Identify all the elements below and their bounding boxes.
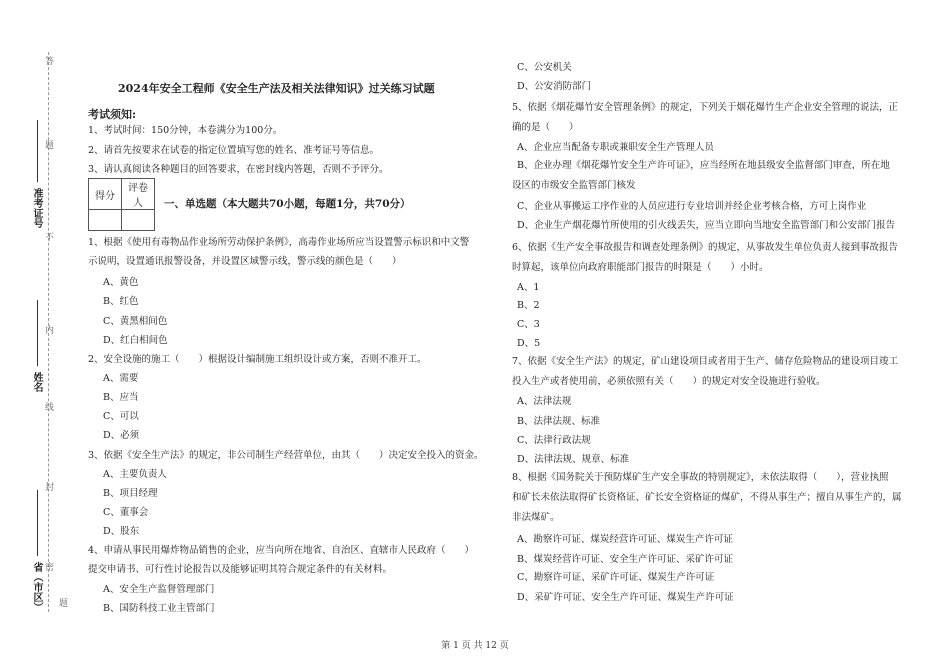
answer-option: A、主要负责人 — [103, 469, 167, 480]
page-footer: 第 1 页 共 12 页 — [441, 641, 509, 651]
question-text: 8、根据《国务院关于预防煤矿生产安全事故的特别规定》，未依法取得（ ），营业执照 — [512, 472, 889, 483]
answer-option: B、项目经理 — [103, 488, 158, 499]
answer-option: B、企业办理《烟花爆竹安全生产许可证》，应当经所在地县级安全监督部门审查，所在地 — [517, 160, 890, 171]
answer-option: D、公安消防部门 — [517, 81, 592, 92]
seal-char: 封 — [43, 482, 53, 491]
answer-option: A、法律法规 — [517, 396, 572, 407]
answer-option: A、企业应当配备专职或兼职安全生产管理人员 — [517, 142, 714, 153]
answer-option: B、应当 — [103, 392, 139, 403]
answer-option: C、法律行政法规 — [517, 435, 591, 446]
admission-ticket-field[interactable] — [37, 120, 38, 182]
score-cell[interactable] — [89, 210, 122, 231]
answer-option: B、国防科技工业主管部门 — [103, 603, 215, 614]
notice-heading: 考试须知: — [88, 108, 137, 121]
name-label: 姓名 — [31, 372, 42, 392]
seal-char: 密 — [43, 562, 53, 571]
answer-option: C、企业从事搬运工序作业的人员应进行专业培训并经企业考核合格，方可上岗作业 — [517, 201, 867, 212]
question-text: 3、依据《安全生产法》的规定，非公司制生产经营单位，由其（ ）决定安全投入的资金。 — [88, 450, 484, 461]
answer-option: D、企业生产烟花爆竹所使用的引火线丢失，应当立即向当地安全监管部门和公安部门报告 — [517, 220, 896, 231]
notice-item: 3、请认真阅读各种题目的回答要求，在密封线内答题，否则不予评分。 — [88, 164, 389, 175]
answer-option: B、法律法规、标准 — [517, 416, 600, 427]
province-city-label: 省（市区） — [31, 562, 42, 612]
section-heading: 一、单选题（本大题共70小题，每题1分，共70分） — [164, 198, 411, 210]
grader-header: 评卷人 — [122, 179, 155, 210]
name-field[interactable] — [37, 300, 38, 366]
answer-option: D、红白相间色 — [103, 335, 168, 346]
answer-option: C、可以 — [103, 411, 139, 422]
answer-option: D、采矿许可证、安全生产许可证、煤炭生产许可证 — [517, 592, 734, 603]
province-city-field[interactable] — [37, 490, 38, 556]
answer-option: B、2 — [517, 300, 540, 311]
score-header: 得分 — [89, 179, 122, 210]
question-text: 提交申请书、可行性讨论报告以及能够证明其符合规定条件的有关材料。 — [88, 564, 393, 575]
answer-option: D、必须 — [103, 430, 140, 441]
answer-option: C、勘察许可证、采矿许可证、煤炭生产许可证 — [517, 572, 715, 583]
question-text: 6、依据《生产安全事故报告和调查处理条例》的规定，从事故发生单位负责人接到事故报告 — [512, 242, 899, 253]
question-text: 7、依据《安全生产法》的规定，矿山建设项目或者用于生产、储存危险物品的建设项目竣工 — [512, 356, 899, 367]
answer-option: A、需要 — [103, 373, 139, 384]
question-text: 非法煤矿。 — [512, 512, 560, 523]
notice-item: 1、考试时间：150分钟，本卷满分为100分。 — [88, 125, 283, 136]
question-text: 2、安全设施的施工（ ）根据设计编制施工组织设计或方案，否则不准开工。 — [88, 354, 427, 365]
seal-char: 题 — [43, 140, 53, 149]
exam-title: 2024年安全工程师《安全生产法及相关法律知识》过关练习试题 — [118, 82, 435, 95]
answer-option: C、公安机关 — [517, 62, 572, 73]
answer-option: A、安全生产监督管理部门 — [103, 584, 215, 595]
question-text: 设区的市级安全监管部门核发 — [512, 180, 636, 191]
admission-ticket-label: 准考证号 — [31, 188, 42, 228]
seal-char: 线 — [43, 402, 53, 411]
answer-option: C、3 — [517, 319, 540, 330]
answer-option: D、法律法规、规章、标准 — [517, 454, 630, 465]
grader-cell[interactable] — [122, 210, 155, 231]
answer-option: B、红色 — [103, 296, 139, 307]
answer-option: A、勘察许可证、煤炭经营许可证、煤炭生产许可证 — [517, 534, 733, 545]
notice-item: 2、请首先按要求在试卷的指定位置填写您的姓名、准考证号等信息。 — [88, 145, 380, 156]
answer-option: B、煤炭经营许可证、安全生产许可证、采矿许可证 — [517, 554, 733, 565]
question-text: 5、依据《烟花爆竹安全管理条例》的规定，下列关于烟花爆竹生产企业安全管理的说法，正 — [512, 102, 899, 113]
answer-option: A、黄色 — [103, 277, 139, 288]
seal-char: 题 — [57, 598, 67, 607]
binding-margin — [0, 0, 75, 671]
answer-option: A、1 — [517, 282, 540, 293]
question-text: 时算起，该单位向政府职能部门报告的时限是（ ）小时。 — [512, 262, 769, 273]
question-text: 4、申请从事民用爆炸物品销售的企业，应当向所在地省、自治区、直辖市人民政府（ ） — [88, 545, 475, 556]
answer-option: D、股东 — [103, 526, 140, 537]
question-text: 和矿长未依法取得矿长资格证、矿长安全资格证的煤矿，不得从事生产；擅自从事生产的，属 — [512, 492, 902, 503]
question-text: 确的是（ ） — [512, 122, 579, 133]
answer-option: C、黄黑相间色 — [103, 316, 168, 327]
answer-option: D、5 — [517, 338, 541, 349]
answer-option: C、董事会 — [103, 507, 149, 518]
seal-char: 内 — [43, 325, 53, 334]
seal-char: 答 — [43, 56, 53, 65]
question-text: 示说明，设置通讯报警设备，并设置区域警示线，警示线的颜色是（ ） — [88, 256, 402, 267]
score-table — [88, 178, 155, 231]
question-text: 投入生产或者使用前，必须依照有关（ ）的规定对安全设施进行验收。 — [512, 376, 826, 387]
seal-char: 不 — [43, 232, 53, 241]
question-text: 1、根据《使用有毒物品作业场所劳动保护条例》，高毒作业场所应当设置警示标识和中文警 — [88, 237, 470, 248]
